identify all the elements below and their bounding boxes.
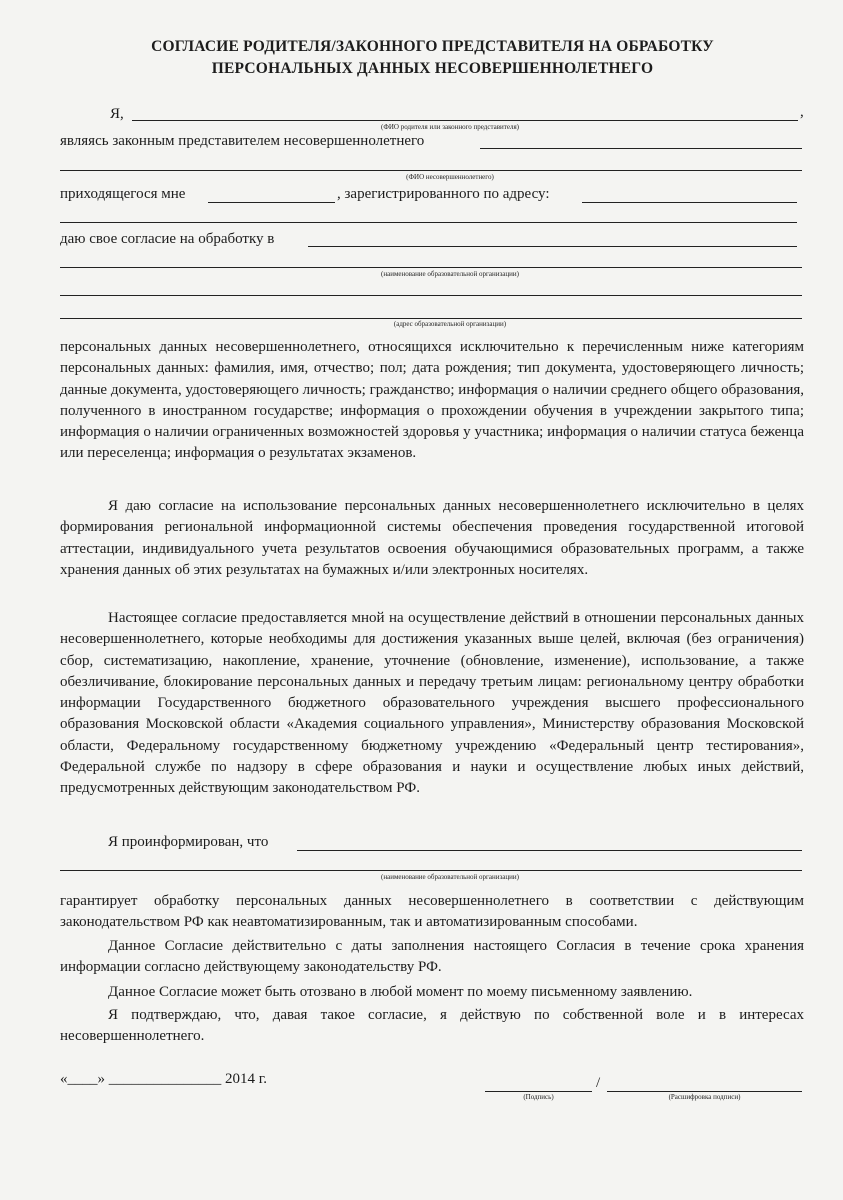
signature-decoding-line[interactable]	[607, 1091, 802, 1092]
minor-name-line-2[interactable]	[60, 170, 802, 171]
informed-org-line-2[interactable]	[60, 870, 802, 871]
org-address-line-2[interactable]	[60, 318, 802, 319]
signature-line[interactable]	[485, 1091, 592, 1092]
title-line-2: ПЕРСОНАЛЬНЫХ ДАННЫХ НЕСОВЕРШЕННОЛЕТНЕГО	[211, 60, 654, 77]
paragraph-confirmation: Я подтверждаю, что, давая такое согласие, я действую по собственной воле и в интересах несовершеннолетнего.	[60, 1007, 804, 1045]
address-line-1[interactable]	[582, 202, 797, 203]
caption-org-address: (адрес образовательной организации)	[393, 320, 507, 328]
org-name-line-1[interactable]	[308, 246, 797, 247]
paragraph-guarantee: гарантирует обработку персональных данных несовершеннолетнего в соответствии с действующим законодательством РФ как неавтоматизированным, так и автоматизированным способами.	[60, 893, 804, 931]
comma-mark: ,	[800, 104, 804, 120]
caption-signature: (Подпись)	[523, 1093, 554, 1101]
caption-signature-decoding: (Расшифровка подписи)	[668, 1093, 741, 1101]
address-line-2[interactable]	[60, 222, 797, 223]
parent-name-line[interactable]	[132, 120, 798, 121]
document-title	[60, 36, 805, 80]
caption-parent-name: (ФИО родителя или законного представителя)	[381, 123, 519, 131]
paragraph-actions: Настоящее согласие предоставляется мной на осуществление действий в отношении персональных данных несовершеннолетнего, которые необходимы для достижения указанных выше целей, включая (без ограничения) сбор, систематизацию, накопление, хранение, уточнение (обновление, изменение), использование, а также обезличивание, блокирование персональных данных и передачу третьим лицам: региональному центру обработки информации Государственного бюджетного образовательного учреждения высшего профессионального образования Московской области «Академия социального управления», Министерству образования Московской области, Федеральному государственному бюджетному учреждению «Федеральный центр тестирования», Федеральной службе по надзору в сфере образования и науки и осуществление любых иных действий, предусмотренных действующим законодательством РФ.	[60, 610, 804, 797]
representative-label: являясь законным представителем несовершеннолетнего	[60, 133, 425, 149]
paragraph-validity: Данное Согласие действительно с даты заполнения настоящего Согласия в течение срока хранения информации согласно действующему законодательству РФ.	[60, 938, 804, 976]
title-line-1: СОГЛАСИЕ РОДИТЕЛЯ/ЗАКОННОГО ПРЕДСТАВИТЕЛЯ НА ОБРАБОТКУ	[151, 38, 714, 55]
ya-label: Я,	[110, 106, 124, 122]
paragraph-purpose: Я даю согласие на использование персональных данных несовершеннолетнего исключительно в целях формирования региональной информационной системы обеспечения проведения государственной итоговой аттестации, индивидуального учета результатов освоения обучающимися образовательных программ, а также хранения данных об этих результатах на бумажных и/или электронных носителях.	[60, 498, 804, 578]
informed-label: Я проинформирован, что	[108, 834, 269, 850]
caption-org-name-2: (наименование образовательной организации)	[381, 873, 519, 881]
relation-label: приходящегося мне	[60, 186, 186, 202]
address-label: , зарегистрированного по адресу:	[337, 186, 550, 202]
informed-org-line-1[interactable]	[297, 850, 802, 851]
caption-org-name: (наименование образовательной организации)	[381, 270, 519, 278]
date-field[interactable]: «____» _______________ 2014 г.	[60, 1071, 267, 1087]
minor-name-line-1[interactable]	[480, 148, 802, 149]
consent-label: даю свое согласие на обработку в	[60, 231, 275, 247]
org-name-line-2[interactable]	[60, 267, 802, 268]
paragraph-revocation: Данное Согласие может быть отозвано в любой момент по моему письменному заявлению.	[108, 984, 693, 1000]
relation-line[interactable]	[208, 202, 335, 203]
org-address-line-1[interactable]	[60, 295, 802, 296]
paragraph-data-categories: персональных данных несовершеннолетнего, относящихся исключительно к перечисленным ниже категориям персональных данных: фамилия, имя, отчество; пол; дата рождения; тип документа, удостоверяющего личность; данные документа, удостоверяющего личность; гражданство; информация о наличии среднего общего образования, полученного в иностранном государстве; информация о прохождении обучения в учреждении закрытого типа; информация о наличии ограниченных возможностей здоровья у участника; информация о наличии статуса беженца или переселенца; информация о результатах экзаменов.	[60, 339, 804, 462]
caption-minor-name: (ФИО несовершеннолетнего)	[406, 173, 494, 181]
slash-mark: /	[596, 1075, 601, 1091]
